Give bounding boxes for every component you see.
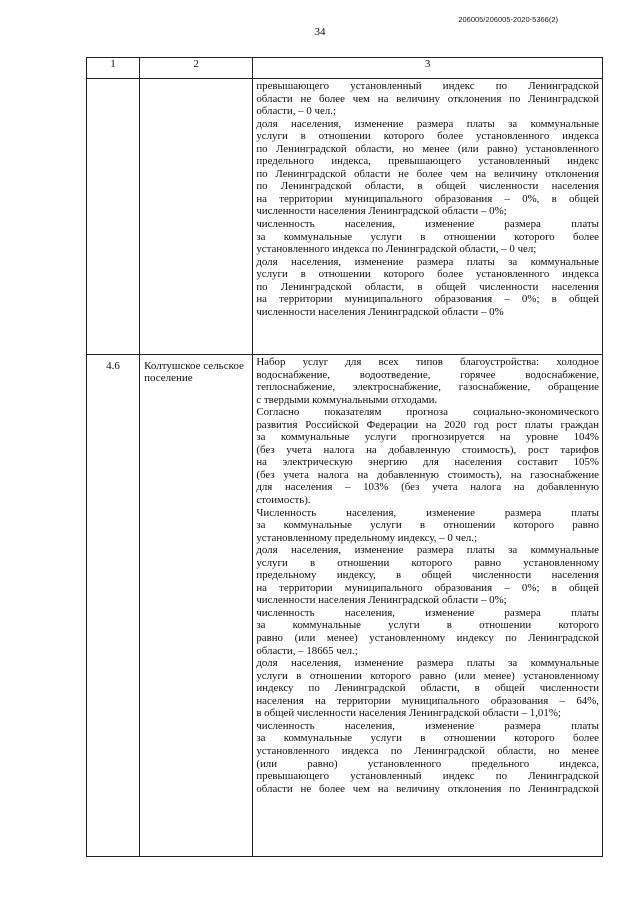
table-row	[87, 79, 603, 355]
text-line: услуги в отношении которого равно установленному	[256, 556, 599, 569]
text-line: (без учета налога на добавленную стоимость), рост тарифов	[256, 443, 599, 456]
column-header-2: 2	[140, 58, 253, 79]
text-line: на территории муниципального образования – 0%; в общей	[256, 581, 599, 594]
row-content	[253, 79, 603, 355]
text-line: услуги в отношении которого равно (или менее) установленному	[256, 669, 599, 682]
data-table	[86, 57, 603, 857]
text-line: водоснабжение, водоотведение, горячее водоснабжение,	[256, 368, 599, 381]
text-line: развития Российской Федерации на 2020 год рост платы граждан	[256, 418, 599, 431]
text-line: превышающего установленный индекс по Ленинградской	[256, 80, 599, 92]
text-line: численность населения, изменение размера платы	[256, 719, 599, 732]
column-header-3: 3	[253, 58, 603, 79]
text-line: численность населения, изменение размера платы	[256, 218, 599, 231]
text-line: для населения – 103% (без учета налога на добавленную	[256, 481, 599, 494]
text-line: населения на территории муниципального образования – 64%,	[256, 694, 599, 707]
text-line: области не более чем на величину отклонения по Ленинградской	[256, 92, 599, 105]
text-line: численности населения Ленинградской области – 0%	[256, 305, 504, 318]
text-line: с твердыми коммунальными отходами.	[256, 393, 438, 406]
text-line: индексу по Ленинградской области, в общей численности	[256, 682, 599, 695]
text-line: на электрическую энергию для населения составит 105%	[256, 456, 599, 469]
settlement-name	[140, 79, 253, 355]
text-line: предельного индекса, превышающего установленный индекс	[256, 155, 599, 168]
text-line: услуги в отношении которого более установленного индекса	[256, 130, 599, 143]
text-line: Набор услуг для всех типов благоустройства: холодное	[256, 356, 599, 368]
text-line: установленного индекса по Ленинградской области, но менее	[256, 744, 599, 757]
text-line: равно (или менее) установленному индексу по Ленинградской	[256, 632, 599, 645]
text-line: услуги в отношении которого более установленного индекса	[256, 268, 599, 281]
row-content	[253, 355, 603, 857]
text-line: за коммунальные услуги прогнозируется на уровне 104%	[256, 431, 599, 444]
table-header-row	[87, 58, 603, 79]
text-line: Согласно показателям прогноза социально-экономического	[256, 406, 599, 419]
document-code: 206005/206005-2020-5366(2)	[458, 15, 558, 24]
text-line: доля населения, изменение размера платы за коммунальные	[256, 117, 599, 130]
table-row	[87, 355, 603, 857]
text-line: на территории муниципального образования – 0%, в общей	[256, 192, 599, 205]
text-line: по Ленинградской области, в общей численности населения	[256, 280, 599, 293]
text-line: за коммунальные услуги в отношении которого равно	[256, 519, 599, 532]
text-line: установленного индекса по Ленинградской области, – 0 чел;	[256, 243, 537, 256]
text-line: по Ленинградской области, но менее (или равно) установленного	[256, 142, 599, 155]
text-line: (или равно) установленного предельного индекса,	[256, 757, 599, 770]
text-line: теплоснабжение, электроснабжение, газоснабжение, обращение	[256, 381, 599, 394]
text-line: Численность населения, изменение размера платы	[256, 506, 599, 519]
text-line: в общей численности населения Ленинградской области – 1,01%;	[256, 707, 561, 720]
text-line: стоимость).	[256, 494, 311, 507]
text-line: численность населения, изменение размера платы	[256, 606, 599, 619]
text-line: численности населения Ленинградской области – 0%;	[256, 594, 507, 607]
text-line: установленному предельному индексу, – 0 чел.;	[256, 531, 478, 544]
text-line: (без учета налога на добавленную стоимость), на газоснабжение	[256, 468, 599, 481]
text-line: доля населения, изменение размера платы за коммунальные	[256, 544, 599, 557]
row-number: 4.6	[87, 355, 140, 857]
text-line: области, – 0 чел.;	[256, 105, 336, 118]
text-line: за коммунальные услуги в отношении которого	[256, 619, 599, 632]
text-line: по Ленинградской области, в общей численности населения	[256, 180, 599, 193]
text-line: доля населения, изменение размера платы за коммунальные	[256, 657, 599, 670]
text-line: превышающего установленный индекс по Ленинградской	[256, 770, 599, 783]
text-line: численности населения Ленинградской области – 0%;	[256, 205, 507, 218]
text-line: области, – 18665 чел.;	[256, 644, 358, 657]
text-line: по Ленинградской области не более чем на величину отклонения	[256, 167, 599, 180]
page-number: 34	[314, 26, 326, 38]
text-line: за коммунальные услуги в отношении которого более	[256, 230, 599, 243]
text-line: предельному индексу, в общей численности населения	[256, 569, 599, 582]
text-line: за коммунальные услуги в отношении которого более	[256, 732, 599, 745]
text-line: области не более чем на величину отклонения по Ленинградской	[256, 782, 599, 795]
text-line: доля населения, изменение размера платы за коммунальные	[256, 255, 599, 268]
text-line: на территории муниципального образования – 0%; в общей	[256, 293, 599, 306]
column-header-1: 1	[87, 58, 140, 79]
row-number	[87, 79, 140, 355]
settlement-name: Колтушское сельское поселение	[140, 355, 253, 857]
